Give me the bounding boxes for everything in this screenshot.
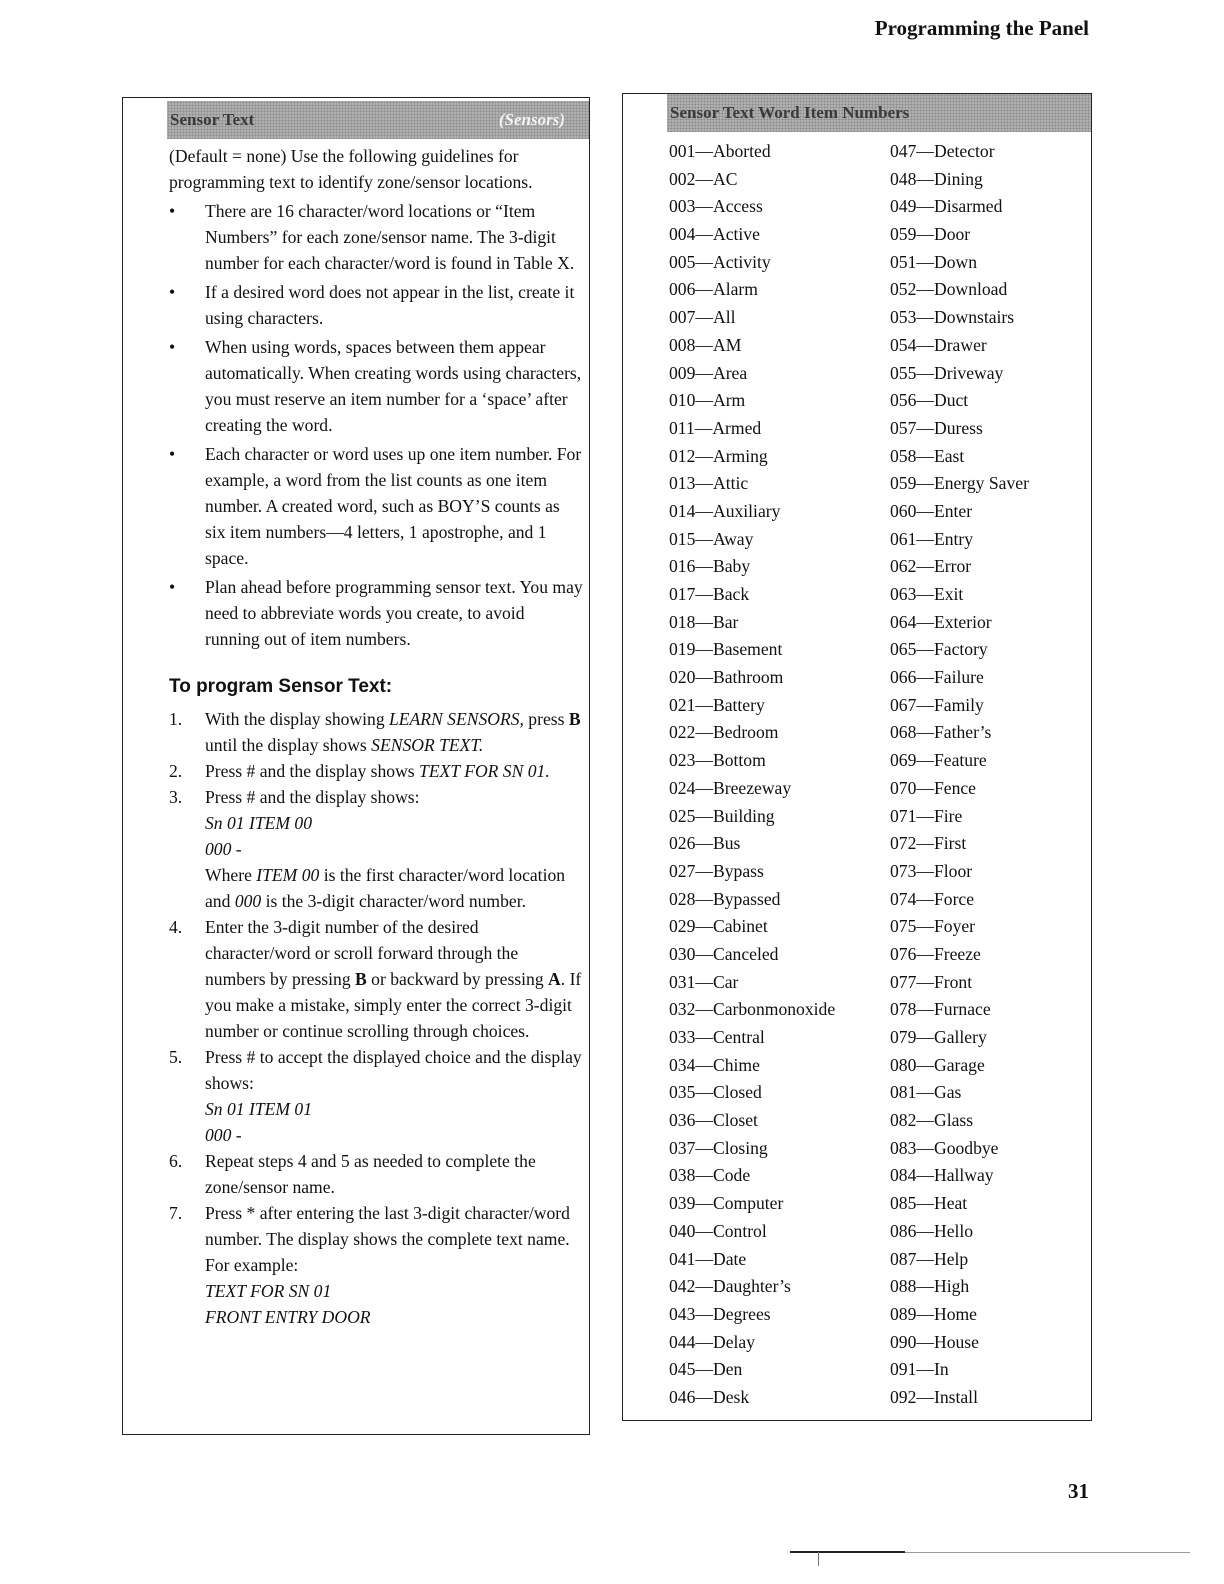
word-item-list	[669, 138, 1089, 1412]
word-item: 067—Family	[890, 694, 984, 715]
step-5: 5. Press # to accept the displayed choice and the display shows: Sn 01 ITEM 01 000 -	[169, 1044, 583, 1148]
word-item: 084—Hallway	[890, 1165, 994, 1186]
word-item: 064—Exterior	[890, 611, 992, 632]
word-item: 081—Gas	[890, 1082, 962, 1103]
word-item: 015—Away	[669, 528, 754, 549]
word-item: 036—Closet	[669, 1110, 758, 1131]
word-item: 039—Computer	[669, 1193, 784, 1214]
display-readout: 000 -	[205, 839, 242, 859]
word-item: 049—Disarmed	[890, 196, 1003, 217]
display-readout: 000 -	[205, 1125, 242, 1145]
guideline-item: • When using words, spaces between them appear automatically. When creating words using characters, you must reserve an item number for a ‘space’ after creating the word.	[169, 334, 583, 438]
word-item: 059—Energy Saver	[890, 473, 1029, 494]
word-item: 069—Feature	[890, 750, 987, 771]
word-item: 076—Freeze	[890, 943, 981, 964]
word-item: 063—Exit	[890, 584, 964, 604]
word-item: 079—Gallery	[890, 1027, 987, 1047]
word-item: 082—Glass	[890, 1110, 974, 1131]
word-item: 002—AC	[669, 168, 738, 189]
word-item: 080—Garage	[890, 1054, 985, 1075]
word-item: 004—Active	[669, 224, 760, 245]
bullet-icon: •	[169, 444, 176, 464]
word-item: 021—Battery	[669, 694, 765, 715]
word-item: 044—Delay	[669, 1331, 755, 1352]
bullet-icon: •	[169, 337, 176, 357]
word-item: 073—Floor	[890, 860, 973, 881]
word-item: 025—Building	[669, 805, 775, 826]
word-item: 061—Entry	[890, 528, 974, 549]
word-item: 040—Control	[669, 1220, 767, 1241]
word-item: 045—Den	[669, 1359, 743, 1380]
bullet-icon: •	[169, 282, 176, 302]
bullet-icon: •	[169, 201, 176, 221]
word-item: 055—Driveway	[890, 362, 1004, 383]
word-item: 012—Arming	[669, 445, 768, 466]
word-item: 089—Home	[890, 1303, 977, 1324]
word-item: 031—Car	[669, 971, 739, 992]
word-item: 024—Breezeway	[669, 777, 792, 798]
word-item: 032—Carbonmonoxide	[669, 999, 836, 1020]
word-item: 075—Foyer	[890, 916, 976, 937]
word-item: 010—Arm	[669, 390, 746, 411]
word-item: 041—Date	[669, 1248, 747, 1269]
word-item: 065—Factory	[890, 639, 988, 660]
word-item: 083—Goodbye	[890, 1137, 999, 1158]
word-item: 023—Bottom	[669, 750, 766, 771]
page-number: 31	[1068, 1479, 1089, 1503]
word-item: 019—Basement	[669, 639, 783, 660]
word-item: 018—Bar	[669, 611, 739, 632]
word-item: 071—Fire	[890, 805, 963, 826]
word-item: 048—Dining	[890, 168, 983, 189]
word-item: 056—Duct	[890, 390, 969, 411]
word-item: 017—Back	[669, 584, 750, 604]
word-item: 007—All	[669, 307, 736, 328]
word-item: 005—Activity	[669, 251, 771, 272]
word-item: 092—Install	[890, 1386, 978, 1407]
word-item: 057—Duress	[890, 417, 983, 438]
guideline-item: • Plan ahead before programming sensor text. You may need to abbreviate words you create, to avoid running out of item numbers.	[169, 574, 583, 652]
word-item: 026—Bus	[669, 833, 741, 854]
word-item: 027—Bypass	[669, 860, 764, 881]
step-7: 7. Press * after entering the last 3-digit character/word number. The display shows the complete text name. For example: TEXT FOR SN 01 FRONT ENTRY DOOR	[169, 1200, 583, 1330]
word-item: 043—Degrees	[669, 1303, 771, 1324]
word-item: 078—Furnace	[890, 999, 991, 1020]
guideline-item: • There are 16 character/word locations or “Item Numbers” for each zone/sensor name. The 3-digit number for each character/word is found in Table X.	[169, 198, 583, 276]
step-4: 4. Enter the 3-digit number of the desired character/word or scroll forward through the numbers by pressing B or backward by pressing A. If you make a mistake, simply enter the correct 3-digit number or continue scrolling through choices.	[169, 917, 582, 1041]
word-item: 020—Bathroom	[669, 667, 784, 688]
word-item: 060—Enter	[890, 500, 973, 521]
word-item: 038—Code	[669, 1165, 751, 1186]
guideline-item: • Each character or word uses up one item number. For example, a word from the list counts as one item number. A created word, such as BOY’S counts as six item numbers—4 letters, 1 apostrophe, and 1 space.	[169, 441, 583, 571]
word-item: 068—Father’s	[890, 722, 992, 743]
sensors-tag: (Sensors)	[498, 110, 565, 129]
guideline-item: • If a desired word does not appear in the list, create it using characters.	[169, 279, 583, 331]
step-2: 2. Press # and the display shows TEXT FOR SN 01.	[169, 761, 550, 781]
word-item: 006—Alarm	[669, 279, 758, 300]
word-item: 014—Auxiliary	[669, 500, 781, 521]
word-item: 087—Help	[890, 1248, 969, 1269]
display-readout: TEXT FOR SN 01	[205, 1281, 332, 1301]
steps-list	[169, 706, 583, 1330]
word-item: 028—Bypassed	[669, 888, 781, 909]
guidelines-list	[169, 198, 583, 652]
word-item: 047—Detector	[890, 141, 995, 161]
step-1: 1. With the display showing LEARN SENSORS, press B until the display shows SENSOR TEXT.	[169, 709, 581, 755]
word-item: 054—Drawer	[890, 334, 987, 355]
step-6: 6. Repeat steps 4 and 5 as needed to complete the zone/sensor name.	[169, 1151, 536, 1197]
sensor-text-title-bar	[167, 101, 589, 139]
bullet-icon: •	[169, 577, 176, 597]
word-item: 074—Force	[890, 888, 975, 909]
footer-mark	[818, 1552, 819, 1566]
word-item: 037—Closing	[669, 1137, 768, 1158]
page-header: Programming the Panel	[874, 16, 1089, 40]
word-item: 058—East	[890, 445, 965, 466]
word-item: 072—First	[890, 833, 967, 854]
footer-mark	[268, 1554, 498, 1556]
word-item: 077—Front	[890, 971, 973, 992]
word-item-numbers-panel	[622, 93, 1092, 1421]
word-item: 090—House	[890, 1331, 979, 1352]
word-item: 003—Access	[669, 196, 763, 217]
word-item: 053—Downstairs	[890, 307, 1015, 328]
word-item: 088—High	[890, 1276, 970, 1297]
word-item: 066—Failure	[890, 667, 984, 688]
word-item: 001—Aborted	[669, 141, 771, 161]
word-item: 030—Canceled	[669, 943, 779, 964]
display-readout: Sn 01 ITEM 00	[205, 813, 313, 833]
sensor-text-panel	[122, 97, 590, 1435]
word-item: 033—Central	[669, 1027, 765, 1047]
word-item: 008—AM	[669, 334, 742, 355]
sensor-text-body	[169, 143, 583, 1330]
word-item: 009—Area	[669, 362, 748, 383]
word-item: 013—Attic	[669, 473, 749, 494]
word-item: 062—Error	[890, 556, 972, 577]
intro-paragraph: (Default = none) Use the following guidelines for programming text to identify zone/sensor locations.	[169, 146, 533, 192]
word-item: 011—Armed	[669, 417, 762, 438]
word-item: 029—Cabinet	[669, 916, 768, 937]
sensor-text-title: Sensor Text	[170, 110, 255, 129]
word-item: 091—In	[890, 1359, 949, 1380]
footer-rule	[790, 1551, 905, 1553]
word-item-numbers-title-bar	[667, 94, 1091, 132]
word-item: 046—Desk	[669, 1386, 750, 1407]
word-item: 034—Chime	[669, 1054, 760, 1075]
word-item: 022—Bedroom	[669, 722, 779, 743]
word-item: 051—Down	[890, 251, 977, 272]
step-3: 3. Press # and the display shows: Sn 01 ITEM 00 000 - Where ITEM 00 is the first character/word location and 000 is the 3-digit character/word number.	[169, 784, 583, 914]
word-item: 070—Fence	[890, 777, 976, 798]
display-readout: Sn 01 ITEM 01	[205, 1099, 313, 1119]
word-item: 035—Closed	[669, 1082, 762, 1103]
display-readout: FRONT ENTRY DOOR	[205, 1307, 371, 1327]
word-item: 052—Download	[890, 279, 1008, 300]
word-item: 086—Hello	[890, 1220, 974, 1241]
word-item: 042—Daughter’s	[669, 1276, 791, 1297]
word-item: 085—Heat	[890, 1193, 968, 1214]
word-item: 016—Baby	[669, 556, 751, 577]
section-heading: To program Sensor Text:	[169, 676, 393, 697]
word-item-numbers-title: Sensor Text Word Item Numbers	[670, 103, 910, 122]
word-item: 059—Door	[890, 224, 971, 245]
